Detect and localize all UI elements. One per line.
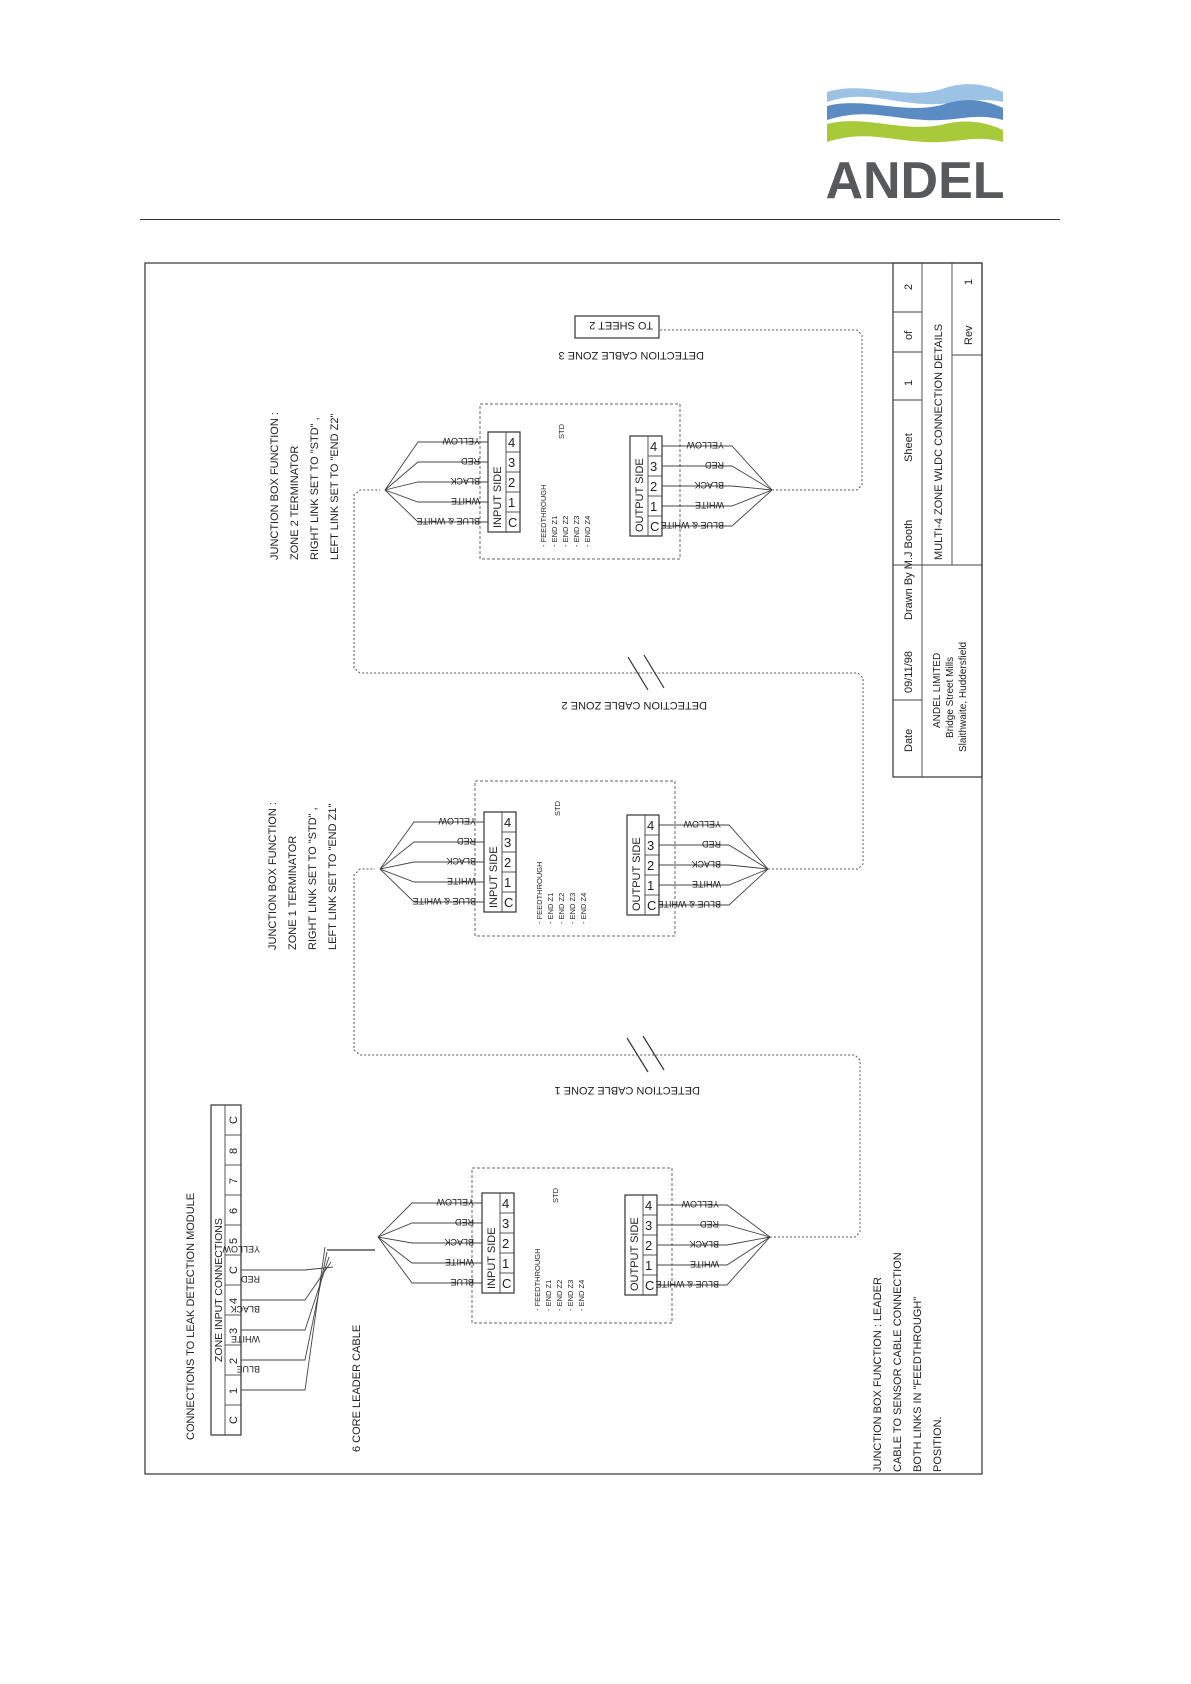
box3-note-line-4: LEFT LINK SET TO "END Z2" — [329, 413, 341, 560]
box2-in-wire-label-2: BLACK — [446, 856, 476, 866]
box3-note-line-2: ZONE 2 TERMINATOR — [289, 445, 301, 560]
box3-link-label-1: - END Z1 — [550, 515, 559, 547]
module-terminal-8: 7 — [228, 1177, 240, 1184]
box1-link-label-2: - END Z2 — [555, 1279, 564, 1311]
cable-zone-2-label: DETECTION CABLE ZONE 2 — [561, 699, 707, 711]
title-block — [893, 263, 982, 777]
box3-out-wire-label-4: YELLOW — [686, 440, 724, 450]
box2-link-label-2: - END Z2 — [557, 892, 566, 924]
box2-std-label: STD — [553, 801, 562, 816]
box2-link-label-1: - END Z1 — [546, 892, 555, 924]
box1-link-label-4: - END Z4 — [577, 1279, 586, 1311]
module-title: CONNECTIONS TO LEAK DETECTION MODULE — [185, 1192, 197, 1440]
to-sheet-2-label: TO SHEET 2 — [589, 319, 653, 331]
box2-in-terminal-2: 2 — [504, 855, 512, 870]
address-line-2: Slaithwaite, Huddersfield — [958, 641, 969, 752]
box2-in-wire-label-4: YELLOW — [438, 816, 476, 826]
box3-out-terminal-3: 3 — [650, 459, 658, 474]
box3-note-line-1: JUNCTION BOX FUNCTION : — [269, 412, 281, 560]
box2-out-wire-label-3: RED — [701, 839, 721, 849]
box1-link-label-0: - FEEDTHROUGH — [533, 1248, 542, 1311]
box3-input-terminal-block — [385, 432, 520, 532]
box2-junction-box — [380, 781, 768, 936]
module-subtitle: ZONE INPUT CONNECTIONS — [213, 1218, 225, 1362]
box2-link-settings — [535, 800, 588, 924]
module-wire-label-2: BLACK — [230, 1304, 260, 1314]
box3-link-settings — [539, 423, 592, 547]
box1-out-terminal-3: 3 — [645, 1218, 653, 1233]
date-value: 09/11/98 — [903, 650, 915, 693]
box1-in-wire-label-2: BLACK — [444, 1237, 474, 1247]
box2-out-terminal-1: 1 — [647, 878, 655, 893]
break-mark — [644, 655, 664, 688]
cable-zone-2-path — [354, 490, 863, 869]
box1-in-wire-label-3: RED — [454, 1217, 474, 1227]
box3-out-wire-label-2: BLACK — [694, 480, 724, 490]
box1-in-side-label: INPUT SIDE — [486, 1227, 498, 1289]
box1-in-terminal-1: 1 — [502, 1256, 510, 1271]
detection-cables — [354, 316, 863, 1237]
box1-in-terminal-C: C — [502, 1276, 512, 1291]
box2-note-line-3: RIGHT LINK SET TO "STD" , — [307, 807, 319, 950]
box1-out-terminal-C: C — [645, 1278, 655, 1293]
module-terminal-4: 4 — [228, 1297, 240, 1304]
box2-out-terminal-C: C — [647, 898, 657, 913]
box3-link-label-3: - END Z3 — [572, 515, 581, 547]
module-wire-label-3: RED — [240, 1274, 260, 1284]
box1-in-wire-label-1: WHITE — [445, 1257, 474, 1267]
box2-out-wire-label-4: YELLOW — [683, 819, 721, 829]
module-terminal-1: 1 — [228, 1387, 240, 1394]
sheet-label: Sheet — [903, 433, 915, 462]
module-terminal-2: 2 — [228, 1357, 240, 1364]
box3-in-wire-label-0: BLUE & WHITE — [416, 516, 480, 526]
box1-note-line-2: CABLE TO SENSOR CABLE CONNECTION — [892, 1252, 904, 1472]
of-value: 2 — [903, 283, 915, 290]
box3-in-wire-label-2: BLACK — [450, 476, 480, 486]
box2-note-line-4: LEFT LINK SET TO "END Z1" — [327, 803, 339, 950]
box1-out-terminal-1: 1 — [645, 1258, 653, 1273]
box2-link-label-4: - END Z4 — [579, 892, 588, 924]
box3-in-wire-label-3: RED — [460, 456, 480, 466]
drawing-title: MULTI-4 ZONE WLDC CONNECTION DETAILS — [933, 323, 945, 560]
module-wire-2 — [241, 1257, 329, 1330]
module-wire-label-0: BLUE — [236, 1364, 260, 1374]
box1-out-side-label: OUTPUT SIDE — [629, 1217, 641, 1291]
box3-output-terminal-block — [630, 436, 772, 536]
box3-in-wire-label-4: YELLOW — [442, 436, 480, 446]
sheet-value: 1 — [903, 379, 915, 386]
box1-out-terminal-4: 4 — [645, 1198, 653, 1213]
box2-note-line-1: JUNCTION BOX FUNCTION : — [267, 802, 279, 950]
module-wire-4 — [241, 1267, 333, 1270]
box3-out-terminal-C: C — [650, 519, 660, 534]
module-terminal-6: 5 — [228, 1237, 240, 1244]
box1-note-line-4: POSITION. — [932, 1416, 944, 1472]
module-wire-label-4: YELLOW — [222, 1244, 260, 1254]
box3-out-wire-label-3: RED — [704, 460, 724, 470]
box1-in-terminal-2: 2 — [502, 1236, 510, 1251]
box2-in-side-label: INPUT SIDE — [488, 846, 500, 908]
box1-input-terminal-block — [378, 1193, 514, 1293]
box2-out-wire-label-1: WHITE — [692, 879, 721, 889]
box3-junction-box — [385, 404, 772, 559]
box3-out-side-label: OUTPUT SIDE — [634, 458, 646, 532]
box2-in-terminal-4: 4 — [504, 815, 512, 830]
box2-link-label-0: - FEEDTHROUGH — [535, 861, 544, 924]
box1-out-wire-label-2: BLACK — [689, 1239, 719, 1249]
box3-out-terminal-1: 1 — [650, 499, 658, 514]
leader-cable-label: 6 CORE LEADER CABLE — [351, 1324, 363, 1452]
module-terminal-strip — [185, 1105, 363, 1452]
date-label: Date — [903, 728, 915, 752]
box2-out-side-label: OUTPUT SIDE — [631, 837, 643, 911]
box3-std-label: STD — [557, 424, 566, 439]
box3-link-label-2: - END Z2 — [561, 515, 570, 547]
box1-note-line-1: JUNCTION BOX FUNCTION : LEADER — [872, 1277, 884, 1472]
box2-out-terminal-4: 4 — [647, 818, 655, 833]
box2-in-wire-label-0: BLUE & WHITE — [412, 896, 476, 906]
box1-out-wire-label-0: BLUE & WHITE — [655, 1279, 719, 1289]
module-terminal-9: 8 — [228, 1147, 240, 1154]
box3-function-note — [269, 412, 341, 560]
box3-in-wire-label-1: WHITE — [451, 496, 480, 506]
box2-out-terminal-2: 2 — [647, 858, 655, 873]
of-label: of — [903, 330, 915, 340]
company-name: ANDEL LIMITED — [932, 652, 943, 728]
box3-in-terminal-1: 1 — [508, 495, 516, 510]
box2-out-terminal-3: 3 — [647, 838, 655, 853]
box2-out-wire-label-2: BLACK — [691, 859, 721, 869]
box1-out-wire-label-3: RED — [699, 1219, 719, 1229]
box3-out-wire-label-0: BLUE & WHITE — [660, 520, 724, 530]
box3-in-side-label: INPUT SIDE — [492, 466, 504, 528]
box2-note-line-2: ZONE 1 TERMINATOR — [287, 835, 299, 950]
box1-in-wire-label-0: BLUE — [450, 1277, 474, 1287]
module-terminal-3: 3 — [228, 1327, 240, 1334]
box1-out-wire-label-1: WHITE — [690, 1259, 719, 1269]
module-terminal-7: 6 — [228, 1207, 240, 1214]
box2-out-wire-label-0: BLUE & WHITE — [657, 899, 721, 909]
module-wire-label-1: WHITE — [231, 1334, 260, 1344]
drawn-by: Drawn By M.J Booth — [903, 519, 915, 620]
box1-link-settings — [533, 1187, 586, 1311]
box3-link-label-0: - FEEDTHROUGH — [539, 484, 548, 547]
box1-in-terminal-4: 4 — [502, 1196, 510, 1211]
box1-link-label-1: - END Z1 — [544, 1279, 553, 1311]
rev-label: Rev — [963, 325, 975, 345]
box3-in-terminal-C: C — [508, 515, 518, 530]
box2-link-label-3: - END Z3 — [568, 892, 577, 924]
box3-out-terminal-4: 4 — [650, 439, 658, 454]
break-mark — [643, 1036, 664, 1070]
cable-zone-1-label: DETECTION CABLE ZONE 1 — [554, 1084, 700, 1096]
box1-output-terminal-block — [625, 1195, 770, 1295]
box3-in-terminal-4: 4 — [508, 435, 516, 450]
box2-output-terminal-block — [627, 815, 768, 915]
box1-std-label: STD — [551, 1188, 560, 1203]
module-terminal-5: C — [228, 1266, 240, 1274]
box3-note-line-3: RIGHT LINK SET TO "STD" , — [309, 417, 321, 560]
cable-zone-1-path — [354, 869, 860, 1237]
box1-out-terminal-2: 2 — [645, 1238, 653, 1253]
box3-in-terminal-3: 3 — [508, 455, 516, 470]
box1-function-note — [872, 1252, 944, 1472]
box2-in-wire-label-3: RED — [456, 836, 476, 846]
box1-in-wire-label-4: YELLOW — [436, 1197, 474, 1207]
box3-out-terminal-2: 2 — [650, 479, 658, 494]
box3-in-terminal-2: 2 — [508, 475, 516, 490]
module-terminal-0: C — [228, 1416, 240, 1424]
box2-in-terminal-3: 3 — [504, 835, 512, 850]
box2-in-terminal-C: C — [504, 895, 514, 910]
logo-text: ANDEL — [825, 152, 1005, 210]
box1-in-terminal-3: 3 — [502, 1216, 510, 1231]
box3-out-wire-label-1: WHITE — [695, 500, 724, 510]
box1-link-label-3: - END Z3 — [566, 1279, 575, 1311]
box1-note-line-3: BOTH LINKS IN "FEEDTHROUGH" — [912, 1296, 924, 1472]
box2-input-terminal-block — [380, 812, 516, 912]
box2-function-note — [267, 802, 339, 950]
address-line-1: Bridge Street Mills — [945, 656, 956, 738]
box2-in-wire-label-1: WHITE — [447, 876, 476, 886]
box2-in-terminal-1: 1 — [504, 875, 512, 890]
box1-junction-box — [378, 1168, 770, 1323]
rev-value: 1 — [963, 278, 975, 285]
cable-zone-3-label: DETECTION CABLE ZONE 3 — [558, 349, 704, 361]
box1-out-wire-label-4: YELLOW — [681, 1199, 719, 1209]
module-terminal-10: C — [228, 1116, 240, 1124]
box3-link-label-4: - END Z4 — [583, 515, 592, 547]
